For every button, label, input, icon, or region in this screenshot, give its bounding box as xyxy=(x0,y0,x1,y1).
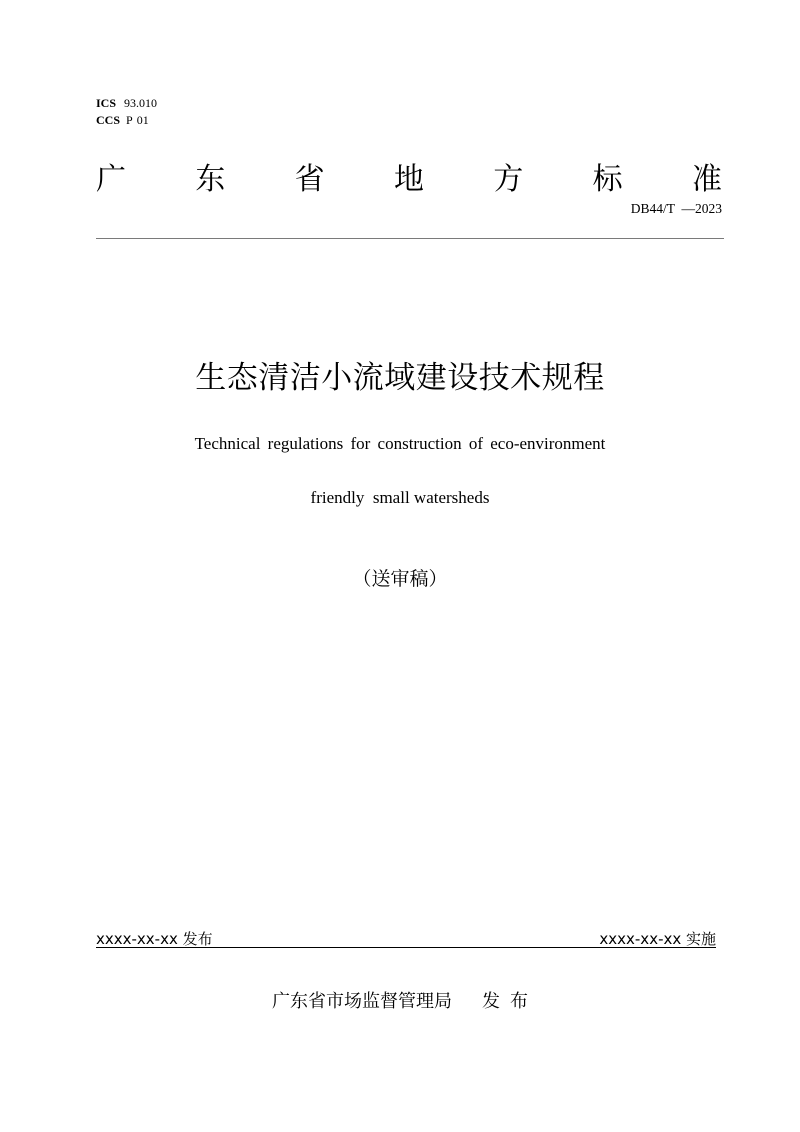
footer-divider xyxy=(96,947,716,948)
standard-type-char: 东 xyxy=(195,162,226,197)
header-divider xyxy=(96,238,724,239)
publisher-action-1: 发 xyxy=(482,991,500,1012)
standard-type-char: 省 xyxy=(294,162,325,197)
publisher-name: 广东省市场监督管理局 xyxy=(272,991,452,1012)
standard-type-char: 方 xyxy=(493,162,524,197)
ccs-value-number: 01 xyxy=(136,113,149,127)
standard-type-char: 地 xyxy=(393,162,424,197)
document-title-en-line2: friendly small watersheds xyxy=(310,488,490,507)
ccs-value: P xyxy=(126,113,133,127)
issue-date: xxxx-xx-xx 发布 xyxy=(96,930,213,948)
standard-number: DB44/T —2023 xyxy=(630,201,722,216)
ccs-label: CCS xyxy=(96,113,121,127)
publisher-action-2: 布 xyxy=(510,991,528,1012)
standard-type-char: 广 xyxy=(96,162,126,197)
ics-value: 93.010 xyxy=(124,96,158,110)
ccs-line xyxy=(96,112,157,129)
standard-type-char: 准 xyxy=(691,162,722,197)
document-title-en-line1: Technical regulations for construction of eco-environment xyxy=(194,434,606,453)
classification-codes xyxy=(96,95,157,129)
draft-status: （送审稿） xyxy=(352,568,448,590)
document-title-zh: 生态清洁小流域建设技术规程 xyxy=(195,360,605,396)
publisher-line xyxy=(0,989,800,1015)
implementation-date: xxxx-xx-xx 实施 xyxy=(599,930,716,948)
ics-label: ICS xyxy=(96,96,117,110)
standard-type-heading xyxy=(96,160,722,200)
ics-line xyxy=(96,95,157,112)
standard-type-char: 标 xyxy=(592,162,623,197)
